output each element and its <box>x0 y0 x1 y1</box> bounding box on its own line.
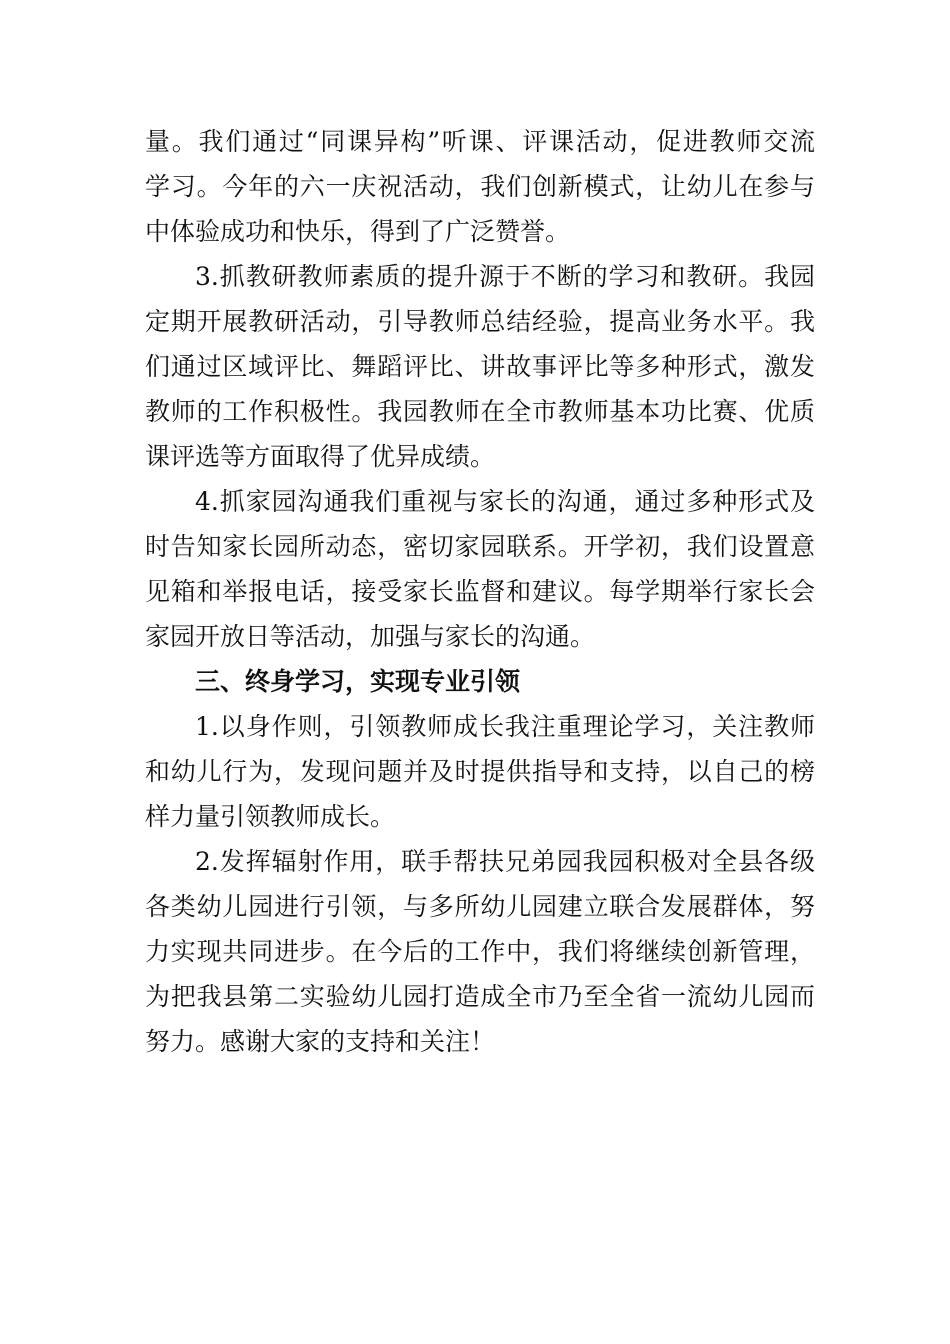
paragraph-3-line-3: 见箱和举报电话，接受家长监督和建议。每学期举行家长会 <box>145 577 815 606</box>
paragraph-1-line-2: 学习。今年的六一庆祝活动，我们创新模式，让幼儿在参与 <box>145 172 815 201</box>
paragraph-6-line-2: 各类幼儿园进行引领，与多所幼儿园建立联合发展群体，努 <box>145 892 815 921</box>
paragraph-1-line-1: 量。我们通过“同课异构”听课、评课活动，促进教师交流 <box>145 127 815 156</box>
section-heading: 三、终身学习，实现专业引领 <box>195 667 521 696</box>
paragraph-5-line-1: 1.以身作则，引领教师成长我注重理论学习，关注教师 <box>195 712 815 741</box>
paragraph-2-line-5: 课评选等方面取得了优异成绩。 <box>145 442 496 471</box>
paragraph-2-line-4: 教师的工作积极性。我园教师在全市教师基本功比赛、优质 <box>145 397 815 426</box>
paragraph-3-line-1: 4.抓家园沟通我们重视与家长的沟通，通过多种形式及 <box>195 487 815 516</box>
paragraph-6-line-1: 2.发挥辐射作用，联手帮扶兄弟园我园积极对全县各级 <box>195 847 815 876</box>
paragraph-5-line-2: 和幼儿行为，发现问题并及时提供指导和支持，以自己的榜 <box>145 757 815 786</box>
paragraph-6-line-3: 力实现共同进步。在今后的工作中，我们将继续创新管理， <box>145 937 815 966</box>
paragraph-2-line-1: 3.抓教研教师素质的提升源于不断的学习和教研。我园 <box>195 262 815 291</box>
paragraph-2-line-2: 定期开展教研活动，引导教师总结经验，提高业务水平。我 <box>145 307 815 336</box>
paragraph-6-line-5: 努力。感谢大家的支持和关注！ <box>145 1027 496 1056</box>
paragraph-6-line-4: 为把我县第二实验幼儿园打造成全市乃至全省一流幼儿园而 <box>145 982 815 1011</box>
paragraph-3-line-4: 家园开放日等活动，加强与家长的沟通。 <box>145 622 596 651</box>
paragraph-1-line-3: 中体验成功和快乐，得到了广泛赞誉。 <box>145 217 571 246</box>
paragraph-5-line-3: 样力量引领教师成长。 <box>145 802 396 831</box>
paragraph-3-line-2: 时告知家长园所动态，密切家园联系。开学初，我们设置意 <box>145 532 815 561</box>
paragraph-2-line-3: 们通过区域评比、舞蹈评比、讲故事评比等多种形式，激发 <box>145 352 815 381</box>
